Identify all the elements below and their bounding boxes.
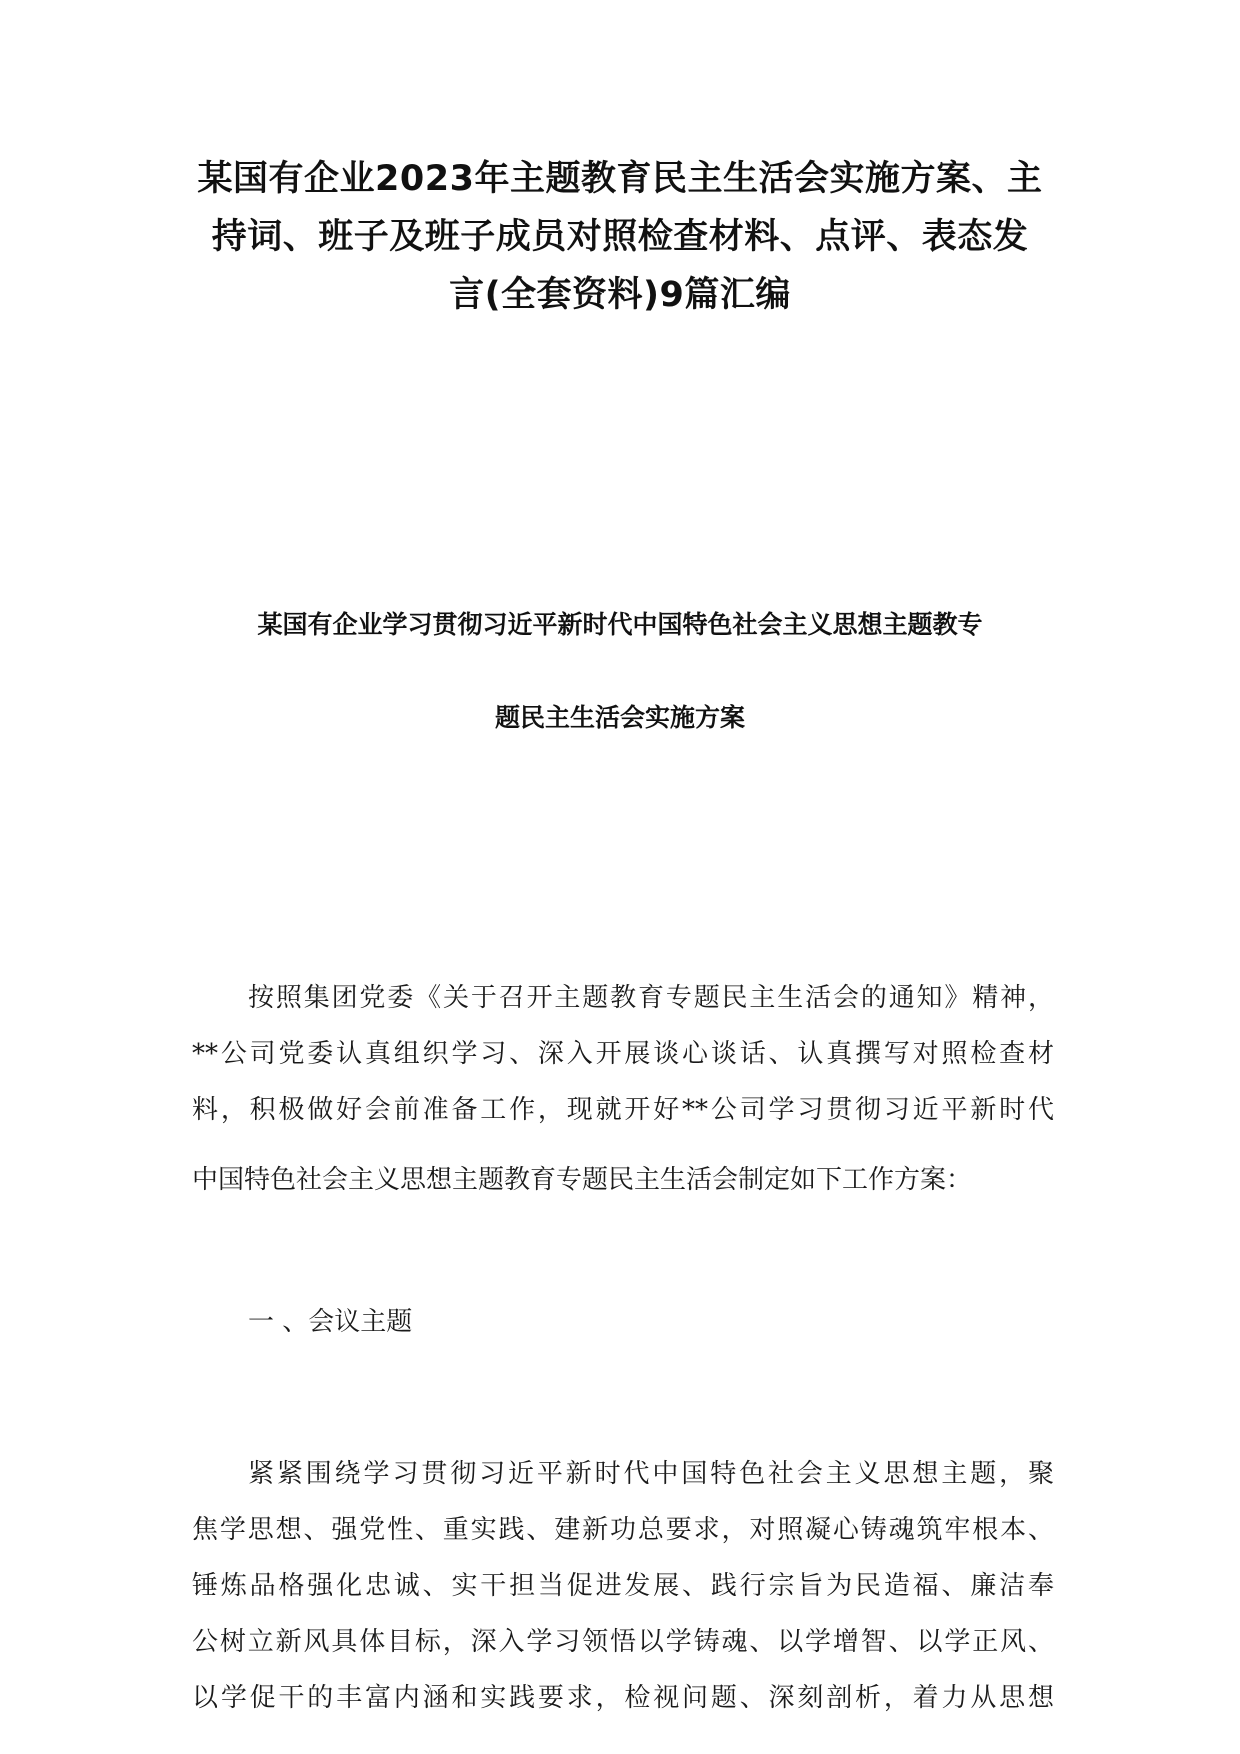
paragraph-line: **公司党委认真组织学习、深入开展谈心谈话、认真撰写对照检查材: [192, 1039, 1054, 1069]
document-sub-title: [180, 578, 1060, 764]
paragraph-line: 料，积极做好会前准备工作，现就开好**公司学习贯彻习近平新时代: [192, 1095, 1054, 1125]
paragraph-line: 以学促干的丰富内涵和实践要求，检视问题、深刻剖析，着力从思想: [192, 1683, 1054, 1713]
sub-title-line: 题民主生活会实施方案: [494, 703, 745, 732]
sub-title-line: 某国有企业学习贯彻习近平新时代中国特色社会主义思想主题教专: [257, 610, 983, 639]
intro-paragraph: [192, 970, 1054, 1208]
theme-paragraph: [192, 1446, 1054, 1726]
paragraph-line: 中国特色社会主义思想主题教育专题民主生活会制定如下工作方案：: [192, 1165, 973, 1195]
main-title-line: 某国有企业2023年主题教育民主生活会实施方案、主: [197, 159, 1043, 199]
paragraph-line: 焦学思想、强党性、重实践、建新功总要求，对照凝心铸魂筑牢根本、: [192, 1515, 1054, 1545]
main-title-line: 言(全套资料)9篇汇编: [449, 275, 791, 315]
paragraph-line: 公树立新风具体目标，深入学习领悟以学铸魂、以学增智、以学正风、: [192, 1627, 1054, 1657]
main-title-line: 持词、班子及班子成员对照检查材料、点评、表态发: [211, 217, 1029, 257]
paragraph-line: 锤炼品格强化忠诚、实干担当促进发展、践行宗旨为民造福、廉洁奉: [192, 1571, 1054, 1601]
paragraph-line: 按照集团党委《关于召开主题教育专题民主生活会的通知》精神，: [248, 983, 1054, 1013]
document-main-title: [180, 150, 1060, 324]
paragraph-line: 紧紧围绕学习贯彻习近平新时代中国特色社会主义思想主题，聚: [248, 1459, 1054, 1489]
section-heading-meeting-theme: 一 、会议主题: [248, 1307, 413, 1337]
